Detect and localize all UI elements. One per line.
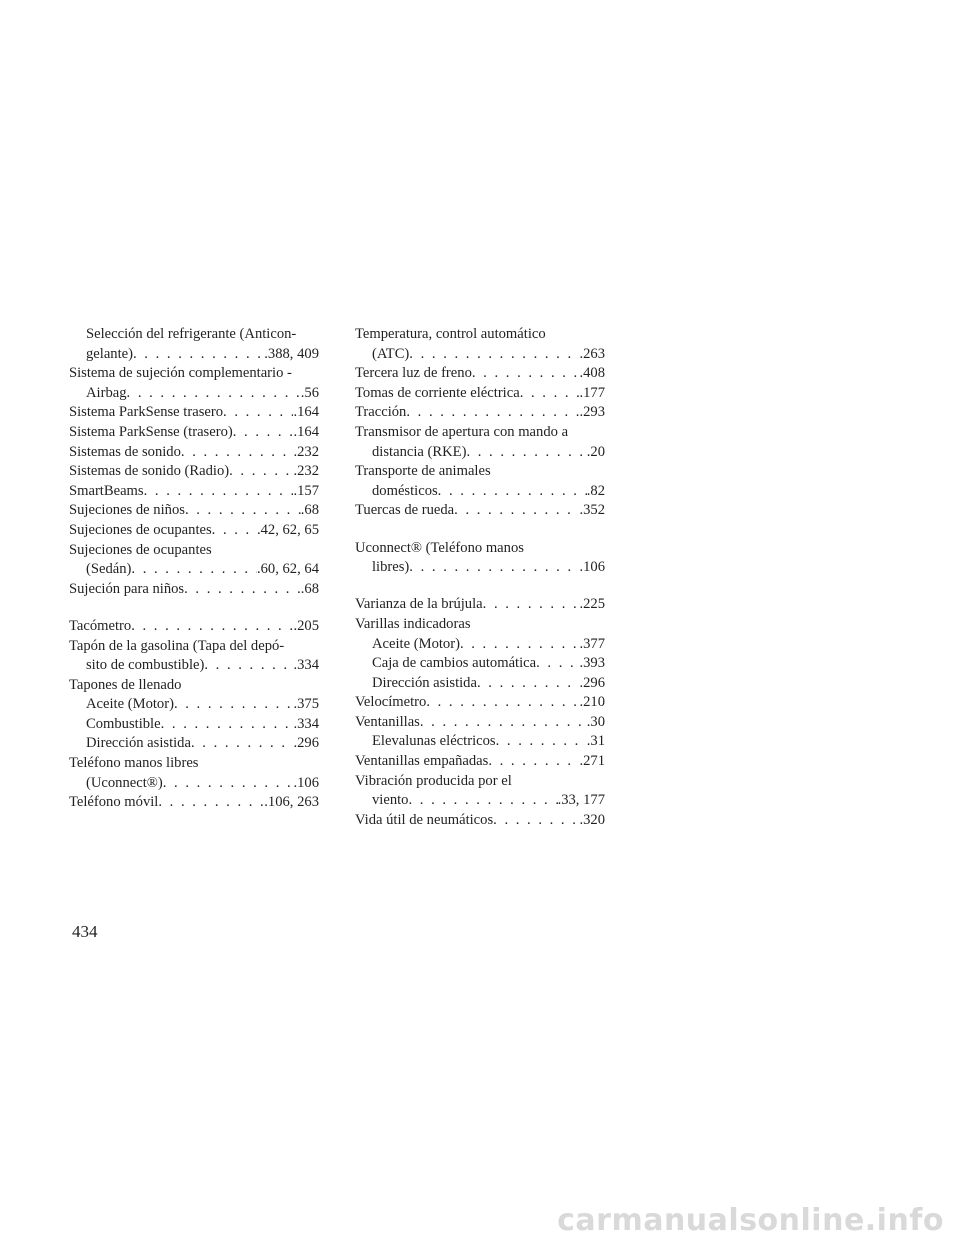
index-entry xyxy=(355,482,605,502)
index-entry xyxy=(69,462,319,482)
letter-gap xyxy=(69,599,319,617)
entry-label: (Uconnect®) xyxy=(86,774,163,791)
index-entry xyxy=(355,811,605,831)
index-entry xyxy=(69,541,319,561)
dot-leader xyxy=(488,752,579,772)
dot-leader xyxy=(229,462,293,482)
entry-label: Tuercas de rueda xyxy=(355,502,455,519)
index-entry xyxy=(69,695,319,715)
page-reference: .82 xyxy=(586,482,605,499)
index-entry xyxy=(355,384,605,404)
entry-label: Temperatura, control automático xyxy=(355,326,546,342)
index-entry xyxy=(355,462,605,482)
dot-leader xyxy=(191,734,293,754)
index-entry xyxy=(355,674,605,694)
dot-leader xyxy=(406,403,579,423)
letter-gap xyxy=(355,578,605,596)
entry-label: Teléfono móvil xyxy=(69,794,159,811)
entry-label: Dirección asistida xyxy=(86,735,191,752)
page-reference: .20 xyxy=(586,443,605,460)
entry-label: Velocímetro xyxy=(355,694,427,711)
page-reference: .210 xyxy=(579,694,605,711)
page-reference: .232 xyxy=(293,443,319,460)
entry-label: sito de combustible) xyxy=(86,657,205,674)
index-entry xyxy=(355,732,605,752)
entry-label: Tapones de llenado xyxy=(69,676,182,693)
page-reference: .296 xyxy=(293,735,319,752)
index-column-right xyxy=(355,325,605,830)
index-entry xyxy=(69,676,319,696)
entry-label: Aceite (Motor) xyxy=(86,696,174,713)
index-entry xyxy=(69,345,319,365)
page-reference: .106 xyxy=(579,559,605,576)
entry-label: domésticos xyxy=(372,482,438,499)
page-reference: .164 xyxy=(293,423,319,440)
page-reference: .296 xyxy=(579,674,605,691)
index-entry xyxy=(355,423,605,443)
dot-leader xyxy=(233,423,294,443)
entry-label: libres) xyxy=(372,559,410,576)
dot-leader xyxy=(158,793,264,813)
entry-label: distancia (RKE) xyxy=(372,443,467,460)
dot-leader xyxy=(438,482,587,502)
dot-leader xyxy=(409,558,579,578)
index-entry xyxy=(355,443,605,463)
index-entry xyxy=(69,443,319,463)
page-reference: .164 xyxy=(293,404,319,421)
index-entry xyxy=(355,558,605,578)
page-reference: .177 xyxy=(579,384,605,401)
entry-label: Tacómetro xyxy=(69,617,132,634)
dot-leader xyxy=(493,811,579,831)
dot-leader xyxy=(212,521,257,541)
entry-label: (Sedán) xyxy=(86,561,132,578)
dot-leader xyxy=(163,774,294,794)
index-entry xyxy=(355,654,605,674)
page-reference: .30 xyxy=(586,713,605,730)
entry-label: Selección del refrigerante (Anticon- xyxy=(86,326,297,342)
index-entry xyxy=(69,793,319,813)
page-reference: .271 xyxy=(579,753,605,770)
letter-gap xyxy=(355,521,605,539)
dot-leader xyxy=(472,364,580,384)
page-reference: .60, 62, 64 xyxy=(256,561,319,578)
index-entry xyxy=(355,403,605,423)
index-entry xyxy=(355,345,605,365)
page-reference: .205 xyxy=(293,617,319,634)
entry-label: Varianza de la brújula xyxy=(355,596,483,613)
index-entry xyxy=(355,364,605,384)
entry-label: Tercera luz de freno xyxy=(355,365,472,382)
entry-label: Elevalunas eléctricos xyxy=(372,733,496,750)
page-reference: .232 xyxy=(293,463,319,480)
index-entry xyxy=(69,617,319,637)
page-reference: .106, 263 xyxy=(264,794,319,811)
index-entry xyxy=(69,364,319,384)
dot-leader xyxy=(466,443,586,463)
index-entry xyxy=(355,501,605,521)
entry-label: gelante) xyxy=(86,345,133,362)
entry-label: Caja de cambios automática xyxy=(372,655,537,672)
page-reference: .393 xyxy=(579,655,605,672)
page-reference: .106 xyxy=(293,774,319,791)
entry-label: Sistemas de sonido (Radio) xyxy=(69,463,230,480)
entry-label: Sujeciones de ocupantes xyxy=(69,541,212,558)
dot-leader xyxy=(408,791,557,811)
index-entry xyxy=(355,772,605,792)
page-reference: .225 xyxy=(579,596,605,613)
dot-leader xyxy=(184,580,301,600)
index-entry xyxy=(355,713,605,733)
page-reference: .31 xyxy=(586,733,605,750)
index-entry xyxy=(355,752,605,772)
entry-label: Combustible xyxy=(86,715,161,732)
dot-leader xyxy=(133,345,264,365)
page-reference: .320 xyxy=(579,811,605,828)
page-reference: .68 xyxy=(300,502,319,519)
dot-leader xyxy=(520,384,580,404)
index-column-left xyxy=(69,325,319,813)
index-entry xyxy=(69,734,319,754)
page-reference: .334 xyxy=(293,715,319,732)
page-reference: .42, 62, 65 xyxy=(256,521,319,538)
index-entry xyxy=(355,693,605,713)
page-number: 434 xyxy=(72,922,98,941)
entry-label: Vibración producida por el xyxy=(355,772,512,789)
page-reference: .388, 409 xyxy=(264,345,319,362)
dot-leader xyxy=(181,443,294,463)
entry-label: Tomas de corriente eléctrica xyxy=(355,384,520,401)
entry-label: Sistema ParkSense (trasero) xyxy=(69,423,233,440)
dot-leader xyxy=(477,674,579,694)
index-entry xyxy=(69,384,319,404)
entry-label: Ventanillas empañadas xyxy=(355,753,489,770)
dot-leader xyxy=(161,715,294,735)
page-reference: .408 xyxy=(579,365,605,382)
index-entry xyxy=(69,560,319,580)
entry-label: Aceite (Motor) xyxy=(372,635,460,652)
index-entry xyxy=(69,521,319,541)
index-entry xyxy=(355,615,605,635)
index-entry xyxy=(355,539,605,559)
index-entry xyxy=(69,501,319,521)
entry-label: Sujeciones de niños xyxy=(69,502,185,519)
entry-label: Uconnect® (Teléfono manos xyxy=(355,539,524,556)
dot-leader xyxy=(426,693,579,713)
index-entry xyxy=(69,774,319,794)
entry-label: Transporte de animales xyxy=(355,463,491,480)
index-entry xyxy=(69,325,319,345)
watermark: carmanualsonline.info xyxy=(557,1203,944,1238)
page-reference: .377 xyxy=(579,635,605,652)
entry-label: Transmisor de apertura con mando a xyxy=(355,423,569,440)
page-reference: .157 xyxy=(293,482,319,499)
entry-label: Dirección asistida xyxy=(372,674,477,691)
entry-label: Airbag xyxy=(86,384,127,401)
dot-leader xyxy=(409,345,579,365)
index-entry xyxy=(355,325,605,345)
page-reference: .263 xyxy=(579,345,605,362)
entry-label: Sujeción para niños xyxy=(69,580,185,597)
index-entry xyxy=(69,754,319,774)
entry-label: Teléfono manos libres xyxy=(69,755,199,772)
index-entry xyxy=(69,423,319,443)
entry-label: Sistema de sujeción complementario - xyxy=(69,365,292,382)
entry-label: Tapón de la gasolina (Tapa del depó- xyxy=(69,637,285,654)
dot-leader xyxy=(483,595,580,615)
entry-label: viento xyxy=(372,792,409,809)
entry-label: Vida útil de neumáticos xyxy=(355,811,494,828)
entry-label: Sistema ParkSense trasero xyxy=(69,404,224,421)
dot-leader xyxy=(204,656,293,676)
index-entry xyxy=(69,715,319,735)
index-entry xyxy=(69,482,319,502)
dot-leader xyxy=(185,501,301,521)
entry-label: (ATC) xyxy=(372,345,410,362)
dot-leader xyxy=(223,403,293,423)
entry-label: Tracción xyxy=(355,404,407,421)
page-reference: .33, 177 xyxy=(557,792,605,809)
dot-leader xyxy=(174,695,294,715)
index-entry xyxy=(69,580,319,600)
dot-leader xyxy=(127,384,301,404)
dot-leader xyxy=(536,654,579,674)
index-entry xyxy=(69,656,319,676)
index-entry xyxy=(355,791,605,811)
index-entry xyxy=(69,403,319,423)
entry-label: SmartBeams xyxy=(69,482,144,499)
dot-leader xyxy=(460,635,580,655)
dot-leader xyxy=(131,560,257,580)
page-reference: .375 xyxy=(293,696,319,713)
index-entry xyxy=(355,635,605,655)
dot-leader xyxy=(131,617,293,637)
index-entry xyxy=(355,595,605,615)
page-reference: .334 xyxy=(293,657,319,674)
index-entry xyxy=(69,637,319,657)
dot-leader xyxy=(144,482,294,502)
entry-label: Sujeciones de ocupantes xyxy=(69,521,212,538)
dot-leader xyxy=(420,713,587,733)
page-reference: .352 xyxy=(579,502,605,519)
entry-label: Varillas indicadoras xyxy=(355,615,471,632)
dot-leader xyxy=(496,732,587,752)
entry-label: Ventanillas xyxy=(355,713,420,730)
dot-leader xyxy=(454,501,579,521)
entry-label: Sistemas de sonido xyxy=(69,443,181,460)
page-reference: .68 xyxy=(300,580,319,597)
page-reference: .56 xyxy=(300,384,319,401)
page-reference: .293 xyxy=(579,404,605,421)
